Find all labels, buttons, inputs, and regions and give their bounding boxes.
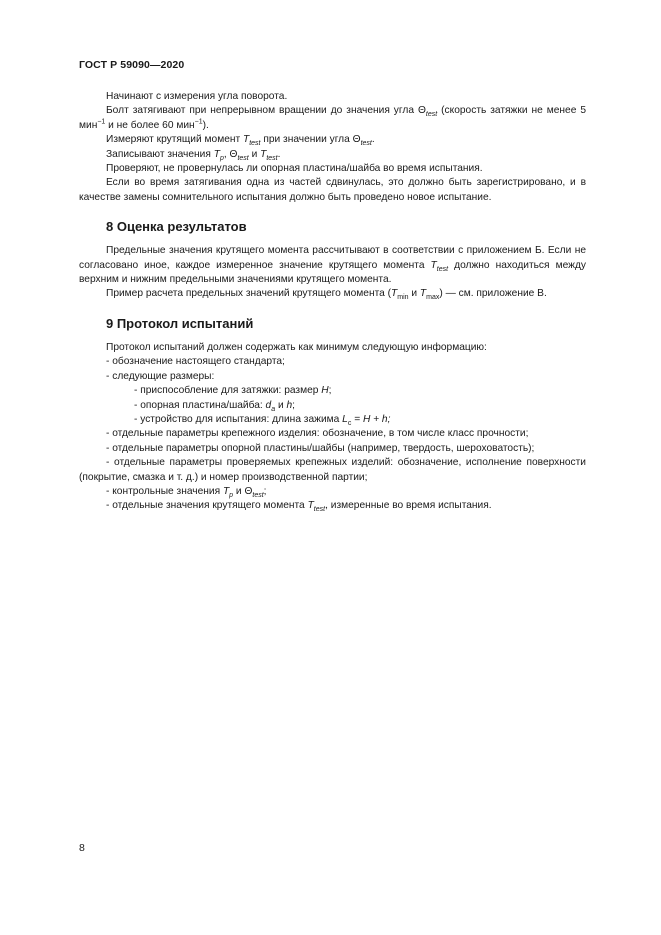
list-item: - отдельные параметры опорной пластины/шайбы (например, твердость, шероховатость); [106, 442, 535, 454]
paragraph: Болт затягивают при непрерывном вращении до значения угла $\Theta_{test}$ (скорость затяжки не менее 5 мин$^{-1}$ и не более 60 мин$^{-1}$). [79, 105, 586, 131]
list-item: - отдельные параметры проверяемых крепежных изделий: обозначение, исполнение поверхности (покрытие, смазка и т. д.) и номер производственной партии; [79, 457, 586, 483]
section-heading: 9 Протокол испытаний [106, 315, 254, 331]
paragraph: Начинают с измерения угла поворота. [106, 91, 288, 102]
paragraph: Предельные значения крутящего момента рассчитывают в соответствии с приложением Б. Если не согласовано иное, каждое измеренное значение крутящего момента $T_{test}$ должно находиться между верхним и нижним предельными значениями крутящего момента. [79, 245, 586, 286]
paragraph: Если во время затягивания одна из частей сдвинулась, это должно быть зарегистрировано, и в качестве замены сомнительного испытания должно быть проведено новое испытание. [79, 177, 586, 203]
sub-list-item: - устройство для испытания: длина зажима $L_c = H + h$; [134, 413, 391, 427]
paragraph: Пример расчета предельных значений крутящего момента ($T_{min}$ и $T_{max}$) — см. приложение В. [106, 288, 547, 302]
section-heading: 8 Оценка результатов [106, 219, 247, 235]
sub-list-item: - приспособление для затяжки: размер H; [134, 385, 332, 397]
list-item: - обозначение настоящего стандарта; [106, 356, 285, 368]
list-item: - отдельные параметры крепежного изделия: обозначение, в том числе класс прочности; [106, 428, 529, 440]
sub-list-item: - опорная пластина/шайба: $d_a$ и h; [134, 399, 295, 413]
list-item: - отдельные значения крутящего момента $T_{test}$, измеренные во время испытания. [106, 500, 492, 514]
list-item: - контрольные значения $T_p$ и $\Theta_{test}$; [106, 485, 267, 499]
paragraph: Записывают значения $T_p$, $\Theta_{test}$ и $T_{test}$. [106, 148, 281, 162]
list-item: - следующие размеры: [106, 370, 215, 382]
paragraph: Измеряют крутящий момент $T_{test}$ при значении угла $\Theta_{test}$. [106, 134, 375, 148]
page-body [79, 90, 586, 514]
paragraph: Проверяют, не провернулась ли опорная пластина/шайба во время испытания. [106, 163, 483, 175]
document-code: ГОСТ Р 59090—2020 [79, 59, 185, 71]
paragraph: Протокол испытаний должен содержать как минимум следующую информацию: [106, 341, 487, 353]
page-number: 8 [79, 842, 85, 854]
